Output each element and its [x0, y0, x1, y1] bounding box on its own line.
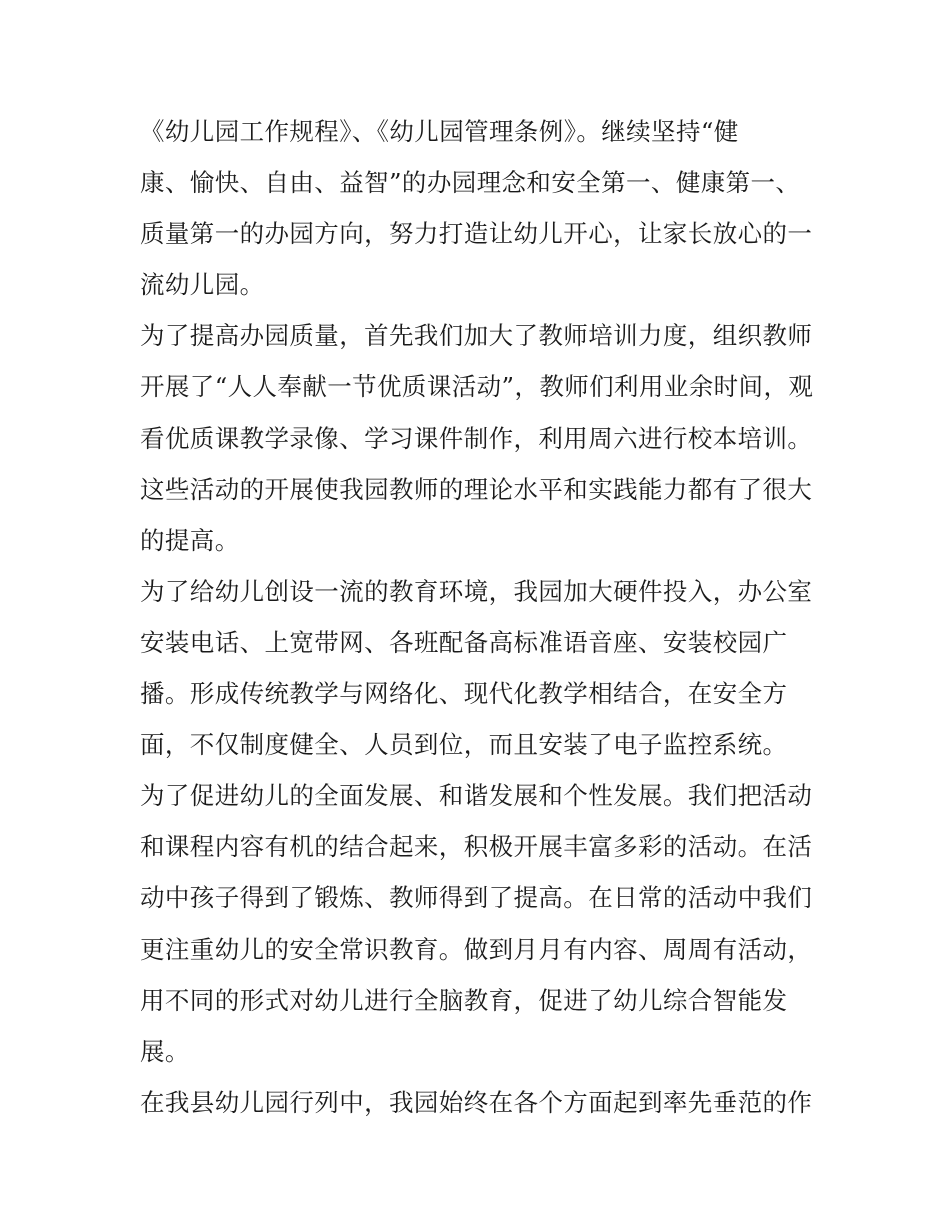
text-line: 动中孩子得到了锻炼、教师得到了提高。在日常的活动中我们 [140, 883, 813, 913]
text-line: 在我县幼儿园行列中，我园始终在各个方面起到率先垂范的作 [140, 1087, 813, 1117]
paragraph-2 [140, 310, 820, 565]
paragraph-3 [140, 566, 820, 770]
paragraph-1 [140, 106, 820, 310]
text-line: 为了促进幼儿的全面发展、和谐发展和个性发展。我们把活动 [140, 781, 813, 811]
text-line: 播。形成传统教学与网络化、现代化教学相结合，在安全方 [140, 679, 788, 709]
text-line: 这些活动的开展使我园教师的理论水平和实践能力都有了很大 [140, 474, 813, 504]
text-line: 康、愉快、自由、益智”的办园理念和安全第一、健康第一、 [140, 168, 801, 198]
body-text [140, 106, 820, 1128]
text-line: 《幼儿园工作规程》、《幼儿园管理条例》。继续坚持“健 [140, 117, 739, 146]
text-line: 更注重幼儿的安全常识教育。做到月月有内容、周周有活动， [140, 934, 813, 964]
text-line: 流幼儿园。 [140, 270, 265, 300]
text-line: 为了给幼儿创设一流的教育环境，我园加大硬件投入，办公室 [140, 576, 813, 606]
text-line: 为了提高办园质量，首先我们加大了教师培训力度，组织教师 [140, 321, 813, 351]
text-line: 的提高。 [140, 525, 240, 555]
text-line: 和课程内容有机的结合起来，积极开展丰富多彩的活动。在活 [140, 832, 813, 862]
paragraph-5 [140, 1077, 820, 1128]
text-line: 展。 [140, 1036, 190, 1066]
text-line: 质量第一的办园方向，努力打造让幼儿开心，让家长放心的一 [140, 219, 813, 249]
text-line: 安装电话、上宽带网、各班配备高标准语音座、安装校园广 [140, 627, 788, 657]
text-line: 用不同的形式对幼儿进行全脑教育，促进了幼儿综合智能发 [140, 985, 788, 1015]
text-line: 面，不仅制度健全、人员到位，而且安装了电子监控系统。 [140, 730, 788, 760]
text-line: 开展了“人人奉献一节优质课活动”，教师们利用业余时间，观 [140, 372, 814, 402]
paragraph-4 [140, 770, 820, 1077]
text-line: 看优质课教学录像、学习课件制作，利用周六进行校本培训。 [140, 423, 813, 453]
